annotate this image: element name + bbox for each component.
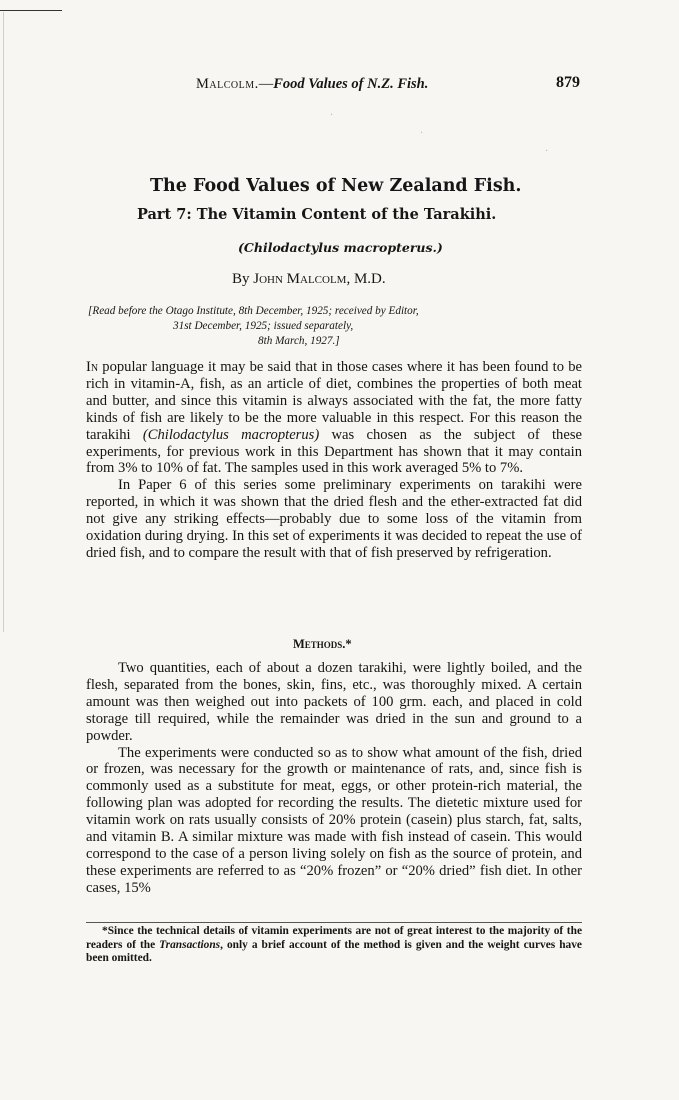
author-name: John Malcolm: [253, 271, 347, 287]
scan-speck: ·: [545, 146, 549, 157]
running-head: [196, 76, 596, 93]
methods-section: [86, 660, 582, 897]
drop-lead: In: [86, 359, 99, 375]
byline-prefix: By: [232, 271, 254, 287]
running-head-author: Malcolm.: [196, 76, 259, 92]
scan-edge-line: [0, 10, 62, 11]
scan-speck: ·: [420, 128, 424, 139]
footnote: [86, 925, 582, 966]
intro-paragraph: In Paper 6 of this series some preliminary experiments on tarakihi were reported, in which it was shown that the dried flesh and the ether-extracted fat did not give any striking effects—probably due to some loss of the vitamin from oxidation during drying. In this set of experiments it was decided to repeat the use of dried fish, and to compare the result with that of fish preserved by refrigeration.: [86, 477, 582, 561]
footnote-rule: [86, 922, 582, 923]
page-number: 879: [556, 74, 580, 91]
footnote-text: , only a brief account of the method is given and the weight curves have been omitted.: [86, 938, 582, 965]
author-suffix: , M.D.: [346, 271, 386, 287]
article-species: (Chilodactylus macropterus.): [238, 240, 443, 255]
intro-text: was chosen as the subject of these experiments, for previous work in this Department has shown that it may contain from 3% to 10% of fat. The samples used in this work averaged 5% to 7%.: [86, 426, 582, 477]
methods-paragraph: The experiments were conducted so as to show what amount of the fish, dried or frozen, was necessary for the growth or maintenance of rats, and, since fish is commonly used as a substitute for meat, eggs, or other protein-rich material, the following plan was adopted for recording the results. The dietetic mixture used for vitamin work on rats usually consists of 20% protein (casein) plus starch, fat, salts, and vitamin B. A similar mixture was made with fish instead of casein. This would correspond to the case of a person living solely on fish as the source of protein, and these experiments are referred to as “20% frozen” or “20% dried” fish diet. In other cases, 15%: [86, 744, 582, 896]
running-head-title: Food Values of N.Z. Fish.: [273, 76, 429, 92]
intro-section: [86, 359, 582, 562]
read-note-line: 31st December, 1925; issued separately,: [173, 320, 354, 332]
byline: [232, 271, 532, 288]
scan-speck: ·: [330, 110, 334, 121]
journal-name: Transactions: [159, 938, 221, 951]
scan-margin-mark: [3, 12, 4, 632]
intro-paragraph: [86, 359, 582, 477]
footnote-text: *Since the technical details of vitamin experiments are not of great interest to the majority of the readers of the: [86, 925, 582, 951]
read-note: [88, 304, 608, 349]
methods-paragraph: Two quantities, each of about a dozen tarakihi, were lightly boiled, and the flesh, separated from the bones, skin, fins, etc., was thoroughly mixed. A certain amount was then weighed out into packets of 100 grm. each, and placed in cold storage till required, while the remainder was dried in the sun and ground to a powder.: [86, 660, 582, 744]
intro-text: popular language it may be said that in those cases where it has been found to be rich in vitamin-A, fish, as an article of diet, combines the properties of both meat and butter, and since this vitamin is always associated with the fat, the more fatty kinds of fish are likely to be the more valuable in this respect. For this reason the tarakihi: [86, 359, 582, 443]
species-name: (Chilodactylus macropterus): [142, 426, 320, 443]
read-note-line: [Read before the Otago Institute, 8th December, 1925; received by Editor,: [88, 305, 419, 317]
methods-heading: Methods.*: [293, 637, 352, 651]
article-subtitle: Part 7: The Vitamin Content of the Tarakihi.: [137, 206, 497, 223]
running-head-separator: —: [258, 76, 274, 92]
read-note-line: 8th March, 1927.]: [258, 335, 340, 347]
article-title: The Food Values of New Zealand Fish.: [150, 176, 522, 196]
